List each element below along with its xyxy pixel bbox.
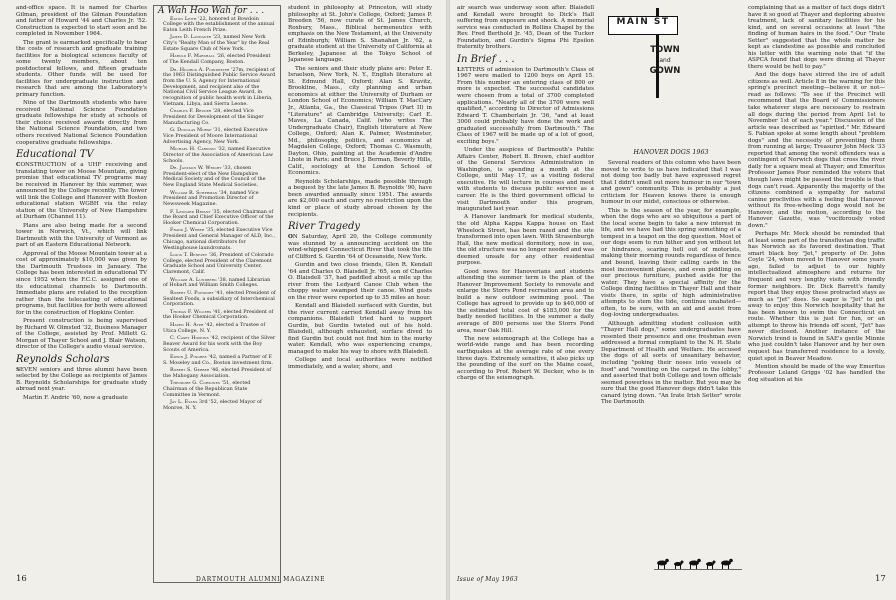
paragraph: complaining that as a matter of fact dogs didn't have it so good at Thayer and deploring abusive treatment, lack of sanitary facilities for his kind, and on several occasions at least "the finding of human hairs in the food." Our "Irate Setter" suggested that the whole matter be kept as clandestine as possible and concluded his letter with the warning note that "if the ASPCA found that dogs were dining at Thayer there would be hell to pay.": [748, 5, 885, 70]
box-entry: [158, 278, 276, 289]
box-entry-text: '42, named a Partner of F. S. Moseley and Co., Boston investment firm.: [163, 354, 273, 366]
page-number: 17: [875, 574, 886, 584]
box-entry-name: Robert S. Gerber: [170, 367, 210, 374]
box-entry-name: Jay L. Evans: [170, 399, 198, 406]
paragraph: A Hanover landmark for medical students, the old Alpha Kappa Kappa house on East Wheelock Street, has been razed and the site transformed into open lawn. With Strasenburgh Hall, the new medical dormitory, now in use, the old structure was no longer needed and was deemed unsafe for any other residential purpose.: [457, 214, 594, 267]
right-column-1: [457, 5, 594, 384]
box-entry-text: '41, elected President of the Hooker Chemical Corporation.: [163, 308, 274, 321]
box-entry: [158, 35, 276, 52]
box-entry: [158, 210, 276, 227]
paragraph: CONSTRUCTION of a UHF receiving and translating tower on Moose Mountain, giving promise that educational TV programs may be received in Hanover by this summer, was announced by the College recently. The tower will link the College and Hanover with Boston educational station WGBH via the relay station of the University of New Hampshire at Durham (Channel 11).: [16, 162, 147, 221]
box-entry-text: '31, elected Executive Vice President of Moore International Advertising Agency, New York.: [163, 127, 268, 145]
paragraph: Gurdin and two close friends, Glen R. Kendall '64 and Charles O. Blaisdell Jr. '65, son of Charles O. Blaisdell '37, had paddled about a mile up the river from the Ledyard Canoe Club when the choppy water swamped their canoe. Wind gusts on the river were reported up to 35 miles an hour.: [288, 262, 432, 301]
dog-silhouettes-illustration: [654, 555, 742, 571]
box-entry-name: Charles F. Bruder: [170, 108, 212, 115]
paragraph: Approval of the Moose Mountain tower at a cost of approximately $10,000 was given by the Dartmouth Trustees in January. The College has been interested in educational TV since 1952 when the F.C.C. assigned one of its educational channels to Dartmouth. Immediate plans are related to the reception rather than the telecasting of educational programs, but facilities for both were allowed for in the construction of Hopkins Center.: [16, 250, 147, 316]
box-entry: [158, 355, 276, 366]
article-title: HANOVER DOGS 1963: [633, 148, 709, 157]
box-entry: [158, 228, 276, 251]
paragraph: and-office space. It is named for Charles Gilman, president of the Gilman Foundation and father of Howard '44 and Charles Jr. '52. Construction is expected to start soon and be completed in November 1964.: [16, 5, 147, 38]
box-entry-text: '33, chosen President-elect of the New Hampshire Medical Society and of the Council of the New England State Medical Societies.: [163, 165, 266, 189]
box-entry-text: '26, elected President of The Kendall Company, Boston.: [163, 53, 271, 66]
box-entry: [158, 128, 276, 145]
paragraph: SEVEN seniors and three alumni have been selected by the College as recipients of James B. Reynolds Scholarships for graduate study abroad next year.: [16, 366, 147, 393]
box-entry-name: Frank J. Weber: [170, 227, 205, 234]
box-entry-name: Dr. Hildrus A. Poindexter: [170, 66, 230, 73]
paragraph: air search was underway soon after. Blaisdell and Kendall were brought to Dick's Hall suffering from exposure and shock. A memorial service was conducted in Rollins Chapel by the Rev. Fred Berthold Jr. '45, Dean of the Tucker Foundation, and Gurdin's Sigma Phi Epsilon fraternity brothers.: [457, 5, 594, 51]
paragraph: Present construction is being supervised by Richard W. Olmsted '32, Business Manager of the College, assisted by Prof. Millett G. Morgan of Thayer School and J. Blair Watson, director of the College's audio visual service.: [16, 318, 147, 351]
paragraph: Under the auspices of Dartmouth's Public Affairs Center, Robert B. Brown, chief auditor of the General Services Administration in Washington, is spending a month at the College, until May 17, as a visiting federal executive. He will lecture in courses and meet with students to discuss public service as a career. He is the third government official to visit Dartmouth under this program, inaugurated last year.: [457, 147, 594, 213]
paragraph: Reynolds Scholarships, made possible through a bequest by the late James B. Reynolds '90, have been awarded annually since 1951. The awards are $2,000 each and carry no restriction upon the kind or place of study abroad chosen by the recipients.: [288, 178, 432, 218]
box-entry-name: Hazen H. Ayer: [170, 321, 204, 328]
paragraph: Good news for Hanoverians and students attending the summer term is the plan of the Hanover Improvement Society to renovate and enlarge the Storrs Pond recreation area and to build a new outdoor swimming pool. The College has agreed to provide up to $40,000 of the estimated total cost of $183,000 for the badly needed facilities. In the summer a daily average of 800 persons use the Storrs Pond area, near Oak Hill.: [457, 268, 594, 334]
paragraph: Perhaps Mr. Meck should be reminded that at least some part of the transfluvian dog traffic has Norwich as its favored destination. That smart black boy "Jet," property of Dr. John Coyle '24, when moved to Hanover some years ago, failed to adjust to our highly intellectualized atmosphere and returns for frequent and very lengthy visits with friendly former neighbors. Dr. Dick Barrett's family report that they enjoy these protracted stays as much as "Jet" does. So eager is "Jet" to get away to enjoy this Norwich hospitality that he has been known to swim the Connecticut en route. Whether this is just for fun, or an attempt to throw his friends off scent, "Jet" has never disclosed. Another instance of the Norwich trend is found in SAE's gentle Minnie who just couldn't take Hanover and by her own request has transferred residence to a lovely, quiet spot in Beaver Meadow.: [748, 231, 885, 362]
paragraph: The seniors and their study plans are: Peter E. Israelson, New York, N. Y., English literature at St. Edmund Hall, Oxford; Alan S. Kravitz, Brookline, Mass., city planning and urban economics at either the University of Durham or London School of Economics; William T. MacCary Jr., Atlanta, Ga., the Classical Tripos (Part II) in "Literature" at Cambridge University; Carl E. Maves, La Canada, Calif. (who writes The Undergraduate Chair), English literature at New College, Oxford; Alan K. Palmer, Westminster, Md., philosophy, politics, and economics at Magdalen College, Oxford; Thomas C. Wasmuth, Dayton, Ohio, painting at the Academie d'Andre Lhote in Paris; and Bruce J. Berman, Beverly Hills, Calif., sociology at the London School of Economics.: [288, 65, 432, 177]
page-number: 16: [16, 574, 27, 584]
box-entry-name: C. Casey Hopkins: [170, 335, 209, 342]
paragraph: Several readers of this column who have been moved to write to us have indicated that I was not doing too badly but have expressed regret that I didn't smell out more humour in our "town and gown" community. This is probably a just criticism for Heaven knows there is enough humour in our midst, conscious or otherwise.: [601, 160, 741, 206]
box-entry-name: Dr. Jackson W. Wright: [170, 165, 222, 171]
section-heading-in-brief: In Brief . . .: [457, 53, 515, 65]
box-entry-text: '27m, recipient of the 1963 Distinguished Public Service Award from the U. S. Agency for International Development, and recipient also of the National Civil Service League Award, in recognition of public health work in Liberia, Vietnam, Libya, and Sierra Leone.: [163, 66, 276, 107]
page-footer: Issue of May 1963: [457, 576, 518, 583]
box-entry-name: William A. Lundberg: [170, 276, 217, 283]
section-heading-river-tragedy: River Tragedy: [288, 221, 361, 233]
box-entry-text: '51, elected Chairman of the Republican State Committee in Vermont.: [163, 380, 251, 398]
column-title-line1: TOWN: [650, 45, 680, 55]
left-column-3: [288, 5, 432, 372]
paragraph: The grant is earmarked specifically to bear the costs of research and graduate training facilities for a biological sciences faculty of some twenty members, about ten postdoctoral fellows, and fifteen graduate students. Other funds will be used for facilities for undergraduate instruction and research that are among the Laboratory's primary function.: [16, 39, 147, 98]
box-entry-text: '35, elected Executive Vice President and General Manager of ALD, Inc., Chicago, national distributors for Westinghouse laundromats.: [163, 227, 276, 251]
paragraph: Nine of the Dartmouth students who have received National Science Foundation graduate fellowships for study at schools of their choice received awards directly from the National Science Foundation, and two others received National Science Foundation cooperative graduate fellowships.: [16, 100, 147, 146]
paragraph: College and local authorities were notified immediately, and a water, shore, and: [288, 357, 432, 370]
box-entry-name: G. Douglas Morse: [170, 127, 212, 134]
right-page: [449, 0, 896, 600]
box-entry-name: William R. Scherman: [170, 189, 218, 196]
paragraph: Plans are also being made for a second tower in Norwich, Vt., which will link Dartmouth with the University of Vermont as part of an Eastern Educational Network.: [16, 222, 147, 249]
box-entry: [158, 368, 276, 379]
left-column-1: [16, 5, 147, 403]
box-entry: [158, 54, 276, 65]
box-title: A Wah Hoo Wah for . . .: [158, 6, 265, 16]
box-entry: [158, 291, 276, 308]
box-entry-name: Robert U. Poindorf: [170, 289, 214, 296]
town-and-gown-header: [601, 0, 741, 160]
box-entry-name: Louis T. Benezet: [170, 252, 208, 259]
column-title-line3: GOWN: [649, 66, 681, 76]
paragraph: Although admitting student collusion with "Thayer Hall dogs," some undergraduates have resented their presence and one freshman even addressed a formal complaint to the N. H. State Department of Health and Welfare. He accused the dogs of all sorts of unsanitary behavior, including "poking their noses into vessels of food" and "vomiting on the carpet in the lobby," and asserted that both College and town officials seemed powerless in the matter. But you may be sure that the good Hanover dogs didn't take this canard lying down. "An Irate Irish Setter" wrote The Dartmouth: [601, 320, 741, 406]
box-entry: [158, 166, 276, 189]
paragraph: The new seismograph at the College has a world-wide range and has been recording earthquakes at the average rate of one every three days. Extremely sensitive, it also picks up the pounding of the surf on the Maine coast, according to Prof. Robert W. Decker, who is in charge of the seismograph.: [457, 335, 594, 382]
box-entry-name: Thomas F. Willers: [170, 308, 212, 315]
column-title: [640, 44, 690, 78]
box-entry-text: 3rd '52, elected Mayor of Monroe, N. Y.: [163, 399, 262, 412]
box-entry-name: Michael H. Cardozo: [170, 146, 216, 153]
sign-street-name: MAIN ST: [616, 17, 670, 27]
box-entry-name: Harold F. Marshall: [170, 53, 215, 60]
box-entry: [158, 68, 276, 108]
section-heading-educational-tv: Educational TV: [16, 149, 94, 161]
box-entry-text: '38, named Librarian of Hobart and William Smith Colleges.: [163, 276, 271, 289]
box-entry: [158, 381, 276, 398]
box-entry-text: '42, elected a Trustee of Utica College, N. Y.: [163, 321, 266, 334]
right-column-3: [748, 5, 885, 385]
box-entry: [158, 191, 276, 208]
box-frame: [153, 5, 281, 583]
section-heading-reynolds-scholars: Reynolds Scholars: [16, 353, 110, 365]
paragraph: ON Saturday, April 20, the College community was stunned by a announcing accident on the wind-whipped Connecticut River that took the life of Clifford S. Gurdin '64 of Oceanside, New York.: [288, 234, 432, 260]
box-entry-text: '23, named New York City's "Realty Man of the Year" by the Real Estate Square Club of New York.: [163, 34, 270, 52]
box-entry-text: '46, elected President of the Mahogany Association.: [163, 367, 272, 379]
box-entry: [158, 400, 276, 411]
box-entry-text: '36, President of Colorado College, elected President of the Claremont Graduate School and University Center, Claremont, Calif.: [163, 252, 274, 276]
box-entry-name: James D. Landauer: [170, 34, 212, 41]
paragraph: LETTERS of admission to Dartmouth's Class of 1967 were mailed to 1200 boys on April 15. From this number an entering class of 800 or more is expected. The successful candidates were chosen from a total of 3700 completed applications. "Nearly all of the 3700 were well qualified," according to Director of Admissions Edward T. Chamberlain Jr. '36, "and at least 3000 could probably have done the work and graduated successfully from Dartmouth." The Class of 1967 will be made up of a lot of good, exciting boys.": [457, 66, 594, 145]
paragraph: This is the season of the year, for example, when the dogs who are so ubiquitous a part of the local scene begin to take a new interest in life, and we have had this spring something of a tempest in a teapot on the dog question. Most of our dogs seem to run hither and yon without let or hindrance, scaring hell out of motorists, making their morning rounds regardless of fence and bound, leaving their calling cards in the most inconvenient places, and even piddling on our precious furniture, pushed aside for the water. They have a special affinity for the College dining facilities in Thayer Hall and their visits there, in spite of high administrative attempts to stem the tide, continue unabated—often, to be sure, with an aid and assist from dog-loving undergraduates.: [601, 207, 741, 319]
box-entry-text: '28, elected Vice President for Development of the Singer Manufacturing Co.: [163, 108, 264, 126]
box-entry-text: '32, named Executive Director of the Association of American Law Schools.: [163, 146, 274, 164]
box-entry: [158, 147, 276, 164]
wah-hoo-wah-box: [153, 5, 281, 583]
box-entry-text: '22, honored at Bowdoin College with the establishment of the annual Eaton Leith French Prize.: [163, 15, 275, 33]
column-title-line2: and: [659, 57, 671, 64]
box-entry: [158, 323, 276, 334]
box-entry: [158, 253, 276, 276]
box-entry: [158, 109, 276, 126]
box-entry: [158, 336, 276, 353]
box-entries: [158, 17, 276, 412]
sign-board: [608, 16, 678, 35]
box-entry: [158, 17, 276, 34]
paragraph: student in philosophy at Princeton, will study philosophy at St. John's College, Oxford; James P. Breeden '56, now curate of St. James Church, Roxbury, Mass., Biblical hermeneutics with emphasis on the New Testament, at the University of Edinburgh; William S. Shanahan Jr. '62, a graduate student at the University of California at Berkeley, Japanese at the Tokyo School of Japanese language.: [288, 5, 432, 64]
box-entry-text: '35, elected Chairman of the Board and Chief Executive Officer of the Hooker Chemical Corporation.: [163, 208, 274, 226]
box-entry-text: '34, named Vice President and Promotion Director of Newsweek Magazine.: [163, 189, 259, 208]
box-entry-text: '42, recipient of the Silver Beaver Award for his work with the Boy Scouts of America.: [163, 335, 276, 353]
box-entry-name: Edwin J. Pingree: [170, 354, 207, 361]
box-entry-name: Eaton Leith: [170, 15, 197, 22]
paragraph: And the dogs have stirred the ire of adult citizens as well. Article 8 in the warning for this spring's precinct meeting—believe it or not—read as follows: "To see if the Precinct will recommend that the Board of Commissioners take whatever steps are necessary to restrain all dogs during the period from April 1st to November 1st of each year." Discussion of the article was described as "spirited." Mr. Edward S. Fabian spoke at some length about "problem dogs" and the necessity of preventing them from running at large; Treasurer John Meck '33 reported that among the worst offenders was a contingent of Norwich dogs that cross the river daily for a square meal at Thayer; and Emeritus Professor James Poor reminded the voters that though laws might be passed the trouble is that dogs can't read. Apparently the majority of the citizens combined a sympathy for natural canine proclivities with a feeling that Hanover without its free-wheeling dogs would not be Hanover, and the motion, according to the Hanover Gazette, was "vociferously voted down.": [748, 72, 885, 229]
main-street-sign: [606, 6, 690, 100]
box-entry-text: '41, elected President of Sealtest Foods, a subsidiary of Interchemical Corporation.: [163, 289, 276, 308]
box-entry: [158, 310, 276, 321]
box-entry-name: Theodore G. Corsones: [170, 380, 221, 387]
paragraph: Mention should be made of the way Emeritus Professor Leland Griggs '02 has handled the dog situation at his: [748, 363, 885, 384]
paragraph: Martin F. Andric '60, now a graduate: [23, 394, 128, 401]
left-page: [0, 0, 447, 600]
page-footer: DARTMOUTH ALUMNI MAGAZINE: [196, 576, 326, 583]
right-column-2: [601, 0, 741, 560]
box-entry-name: F. Leonard Bryant: [170, 208, 211, 215]
paragraph: Kendall and Blaisdell surfaced with Gurdin, but the river current carried Kendall away from his companions. Blaisdell tried hard to support Gurdin, but Gurdin twisted out of his hold. Blaisdell, although exhausted, surface dived to find Gurdin but could not find him in the murky water. Kendall, who was experiencing cramps, managed to make his way to shore with Blaisdell.: [288, 303, 432, 355]
